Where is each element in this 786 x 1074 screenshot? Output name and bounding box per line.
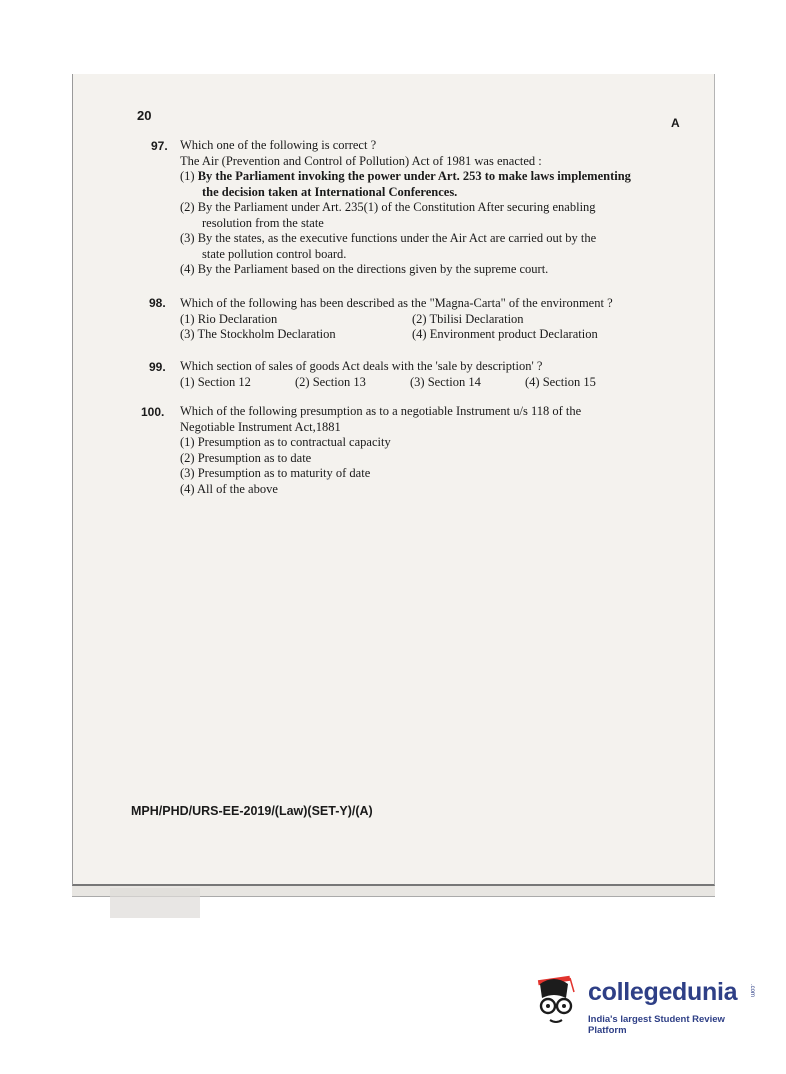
option — [180, 200, 680, 231]
option — [180, 312, 412, 328]
option-text: Section 13 — [312, 374, 366, 389]
option-label: (4) — [525, 374, 540, 389]
option-text: Presumption as to maturity of date — [197, 466, 371, 480]
question-text: Which section of sales of goods Act deals with the 'sale by description' ? — [180, 359, 543, 373]
option-text: Section 15 — [542, 374, 596, 389]
option-text: The Stockholm Declaration — [197, 327, 336, 341]
paper-code-footer: MPH/PHD/URS-EE-2019/(Law)(SET-Y)/(A) — [131, 804, 373, 818]
question-number: 97. — [151, 139, 168, 153]
option-text: Section 14 — [427, 374, 481, 389]
option-text: state pollution control board. — [202, 246, 347, 261]
option — [180, 482, 680, 498]
option-text: Environment product Declaration — [429, 327, 598, 341]
question-text: Which of the following presumption as to a negotiable Instrument u/s 118 of the — [180, 404, 582, 418]
option-text: the decision taken at International Conferences. — [202, 184, 458, 199]
option-label: (4) — [180, 481, 195, 496]
option — [180, 435, 680, 451]
brand-tagline: India's largest Student Review Platform — [588, 1014, 725, 1036]
scan-smudge — [110, 888, 200, 918]
collegedunia-logo — [530, 968, 760, 1034]
option-label: (4) — [180, 262, 195, 276]
brand-name: collegedunia — [588, 978, 738, 1006]
option-label: (2) — [295, 374, 310, 389]
option-text: resolution from the state — [202, 215, 324, 230]
option — [412, 312, 672, 328]
brand-suffix: .com — [749, 984, 755, 998]
question-98 — [180, 296, 680, 343]
option-label: (3) — [410, 374, 425, 389]
option-text: Section 12 — [197, 374, 251, 389]
question-97 — [180, 138, 680, 278]
option — [180, 231, 680, 262]
option-text: By the Parliament invoking the power under Art. 253 to make laws implementing — [197, 169, 631, 183]
option — [525, 375, 635, 391]
option-text: By the Parliament based on the directions given by the supreme court. — [197, 262, 549, 276]
option-text: Presumption as to contractual capacity — [197, 435, 391, 449]
option — [410, 375, 525, 391]
option-label: (3) — [180, 466, 195, 480]
option-label: (1) — [180, 435, 195, 449]
option — [180, 451, 680, 467]
student-mascot-icon — [530, 968, 586, 1034]
question-number: 99. — [149, 360, 166, 374]
option-text: By the Parliament under Art. 235(1) of the Constitution After securing enabling — [197, 200, 596, 214]
option-label: (2) — [180, 450, 195, 465]
option — [295, 375, 410, 391]
question-99 — [180, 359, 680, 390]
option-text: Tbilisi Declaration — [429, 311, 524, 326]
option-text: Rio Declaration — [197, 311, 278, 326]
option — [180, 327, 412, 343]
set-letter: A — [671, 116, 680, 130]
option-label: (2) — [412, 311, 427, 326]
question-number: 100. — [141, 405, 165, 419]
question-100 — [180, 404, 680, 497]
option-text: Presumption as to date — [197, 450, 312, 465]
option — [412, 327, 672, 343]
page-number: 20 — [137, 108, 152, 123]
option — [180, 169, 680, 200]
option — [180, 262, 680, 278]
option-label: (2) — [180, 200, 195, 214]
option-label: (3) — [180, 231, 195, 245]
option-label: (3) — [180, 327, 195, 341]
option-label: (1) — [180, 374, 195, 389]
question-text: Negotiable Instrument Act,1881 — [180, 419, 341, 434]
option-text: All of the above — [197, 481, 278, 496]
question-text: The Air (Prevention and Control of Pollution) Act of 1981 was enacted : — [180, 153, 542, 168]
option-label: (4) — [412, 327, 427, 341]
option — [180, 466, 680, 482]
option-label: (1) — [180, 311, 195, 326]
question-text: Which one of the following is correct ? — [180, 138, 377, 152]
option-text: By the states, as the executive functions under the Air Act are carried out by the — [197, 231, 597, 245]
question-number: 98. — [149, 296, 166, 310]
option-label: (1) — [180, 169, 195, 183]
question-text: Which of the following has been described as the "Magna-Carta" of the environment ? — [180, 296, 613, 310]
option — [180, 375, 295, 391]
